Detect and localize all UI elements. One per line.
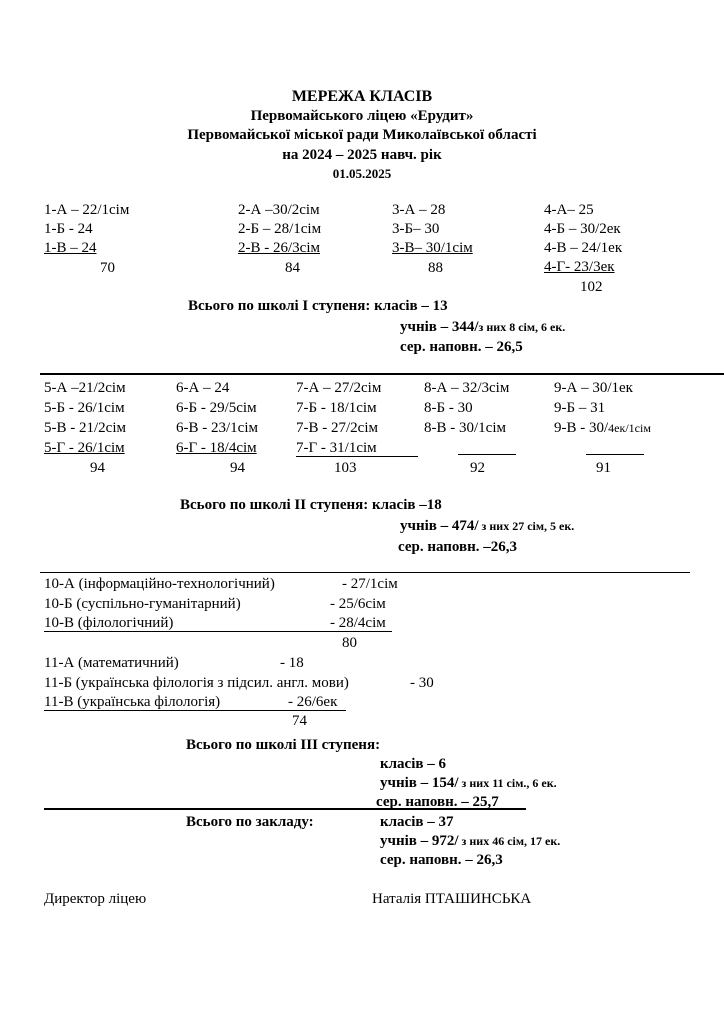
class-1v: 1-В – 24 [44,240,97,256]
class-6g: 6-Г - 18/4сім [176,440,257,456]
class-5v: 5-В - 21/2сім [44,420,126,436]
grade3-total: 88 [428,260,443,276]
grade10-underline [44,631,392,632]
document-title: МЕРЕЖА КЛАСІВ [291,88,433,105]
grade7-total: 103 [334,460,357,476]
class-10a: 10-А (інформаційно-технологічний) [44,576,275,592]
class-11b-value: - 30 [410,675,434,691]
class-7g: 7-Г - 31/1сім [296,440,377,456]
class-2a: 2-А –30/2сім [238,202,320,218]
total-average: сер. наповн. – 26,3 [380,852,503,868]
stage2-average: сер. наповн. –26,3 [398,539,518,555]
class-11v-value: - 26/6ек [288,694,338,710]
stage3-summary: Всього по школі ІІІ ступеня: [186,737,381,753]
class-5b: 5-Б - 26/1сім [44,400,125,416]
council-name: Первомайської міської ради Миколаївської області [187,127,537,143]
class-10v-value: - 28/4сім [330,615,386,631]
grade2-total: 84 [285,260,300,276]
class-10b: 10-Б (суспільно-гуманітарний) [44,596,241,612]
class-7b: 7-Б - 18/1сім [296,400,377,416]
grade11-underline [44,710,346,711]
academic-year: на 2024 – 2025 навч. рік [282,147,442,163]
class-1a: 1-А – 22/1сім [44,202,130,218]
grade11-total: 74 [292,713,307,729]
class-8b: 8-Б - 30 [424,400,473,416]
stage2-students: учнів – 474/ з них 27 сім, 5 ек. [400,518,575,534]
grade10-total: 80 [342,635,357,651]
school-name: Первомайського ліцею «Ерудит» [250,108,474,124]
class-3b: 3-Б– 30 [392,221,440,237]
section-divider [40,572,690,573]
grade8-total: 92 [470,460,485,476]
grade5-total: 94 [90,460,105,476]
class-2v: 2-В - 26/3сім [238,240,320,256]
stage3-students: учнів – 154/ з них 11 сім., 6 ек. [380,775,557,791]
stage2-summary: Всього по школі ІІ ступеня: класів –18 [180,497,442,513]
class-4g: 4-Г- 23/3ек [544,259,615,275]
total-classes: класів – 37 [380,814,454,830]
class-11a: 11-А (математичний) [44,655,179,671]
class-9b: 9-Б – 31 [554,400,606,416]
class-8v: 8-В - 30/1сім [424,420,506,436]
grade4-total: 102 [580,279,603,295]
class-10a-value: - 27/1сім [342,576,398,592]
class-11v: 11-В (українська філологія) [44,694,221,710]
class-6v: 6-В - 23/1сім [176,420,258,436]
class-3v: 3-В– 30/1сім [392,240,473,256]
class-10b-value: - 25/6сім [330,596,386,612]
total-students: учнів – 972/ з них 46 сім, 17 ек. [380,833,561,849]
grade9-underline [586,454,644,455]
class-11a-value: - 18 [280,655,304,671]
class-7v: 7-В - 27/2сім [296,420,378,436]
class-9a: 9-А – 30/1ек [554,380,633,396]
class-3a: 3-А – 28 [392,202,446,218]
class-10v: 10-В (філологічний) [44,615,174,631]
class-8a: 8-А – 32/3сім [424,380,510,396]
class-4a: 4-А– 25 [544,202,594,218]
stage1-summary: Всього по школі І ступеня: класів – 13 [188,298,448,314]
class-2b: 2-Б – 28/1сім [238,221,322,237]
section-divider [40,373,724,375]
stage3-average: сер. наповн. – 25,7 [376,794,499,810]
grade7-underline [296,456,418,457]
class-4v: 4-В – 24/1ек [544,240,623,256]
grade6-total: 94 [230,460,245,476]
director-name: Наталія ПТАШИНСЬКА [372,891,532,907]
total-divider [44,808,526,810]
class-5g: 5-Г - 26/1сім [44,440,125,456]
class-7a: 7-А – 27/2сім [296,380,382,396]
class-5a: 5-А –21/2сім [44,380,126,396]
class-4b: 4-Б – 30/2ек [544,221,621,237]
stage1-students: учнів – 344/з них 8 сім, 6 ек. [400,319,566,335]
class-11b: 11-Б (українська філологія з підсил. англ. мови) [44,675,349,691]
grade1-total: 70 [100,260,115,276]
director-title: Директор ліцею [44,891,147,907]
grade9-total: 91 [596,460,611,476]
class-1b: 1-Б - 24 [44,221,93,237]
document-date: 01.05.2025 [332,166,392,181]
grade8-underline [458,454,516,455]
stage1-average: сер. наповн. – 26,5 [400,339,523,355]
stage3-classes: класів – 6 [380,756,446,772]
class-6a: 6-А – 24 [176,380,230,396]
total-summary: Всього по закладу: [186,814,314,830]
class-9v: 9-В - 30/4ек/1сім [554,420,651,436]
class-6b: 6-Б - 29/5сім [176,400,257,416]
